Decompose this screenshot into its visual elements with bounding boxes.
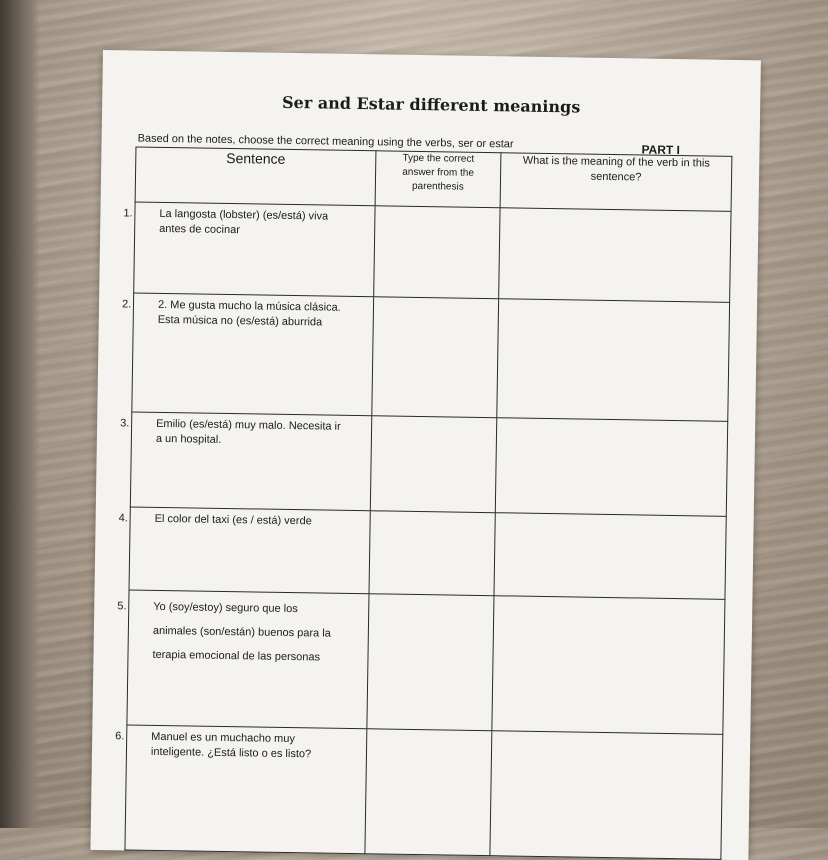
meaning-cell[interactable] <box>495 418 727 517</box>
sentence-line: Emilio (es/está) muy malo. Necesita ir <box>156 417 341 433</box>
meaning-cell[interactable] <box>494 513 726 600</box>
table-row <box>127 590 725 734</box>
sentence-cell <box>121 293 374 416</box>
table-row <box>125 725 723 859</box>
part-label: PART I <box>641 142 681 158</box>
sentence-cell <box>118 507 370 594</box>
answer-cell[interactable] <box>369 511 495 596</box>
sentence-line: animales (son/están) buenos para la <box>152 624 331 640</box>
sentence-line: La langosta (lobster) (es/está) viva <box>159 207 329 223</box>
row-number: 2. <box>121 298 132 311</box>
sentence-line: Esta música no (es/está) aburrida <box>157 313 323 329</box>
answer-cell[interactable] <box>372 297 499 418</box>
answer-cell[interactable] <box>370 416 496 513</box>
table-row <box>134 202 731 302</box>
table-row <box>132 293 730 421</box>
row-number: 6. <box>115 730 125 743</box>
header-meaning: What is the meaning of the verb in this sentence? <box>500 153 732 212</box>
table-row <box>130 412 727 516</box>
table-header-row <box>135 147 732 211</box>
background-shadow <box>0 0 40 828</box>
worksheet-table <box>115 147 732 860</box>
sentence-line: inteligente. ¿Está listo o es listo? <box>150 745 312 761</box>
row-number: 4. <box>118 512 128 525</box>
sentence-cell <box>123 202 375 297</box>
sentence-line: El color del taxi (es / está) verde <box>154 512 312 528</box>
header-answer: Type the correct answer from the parenthesis <box>375 151 501 208</box>
meaning-cell[interactable] <box>490 731 723 860</box>
sentence-line: Manuel es un muchacho muy <box>151 730 295 746</box>
worksheet-paper <box>90 50 760 860</box>
sentence-cell <box>120 412 371 511</box>
row-number: 1. <box>123 207 133 220</box>
sentence-cell <box>115 725 367 854</box>
meaning-cell[interactable] <box>497 299 730 422</box>
row-number: 5. <box>117 600 127 613</box>
sentence-line: antes de cocinar <box>159 222 240 237</box>
answer-cell[interactable] <box>365 729 492 856</box>
meaning-cell[interactable] <box>499 208 731 303</box>
sentence-line: terapia emocional de las personas <box>152 648 321 664</box>
answer-cell[interactable] <box>374 206 500 299</box>
row-number: 3. <box>120 417 130 430</box>
meaning-cell[interactable] <box>492 596 725 735</box>
header-sentence: Sentence <box>135 147 376 206</box>
table-row <box>129 507 726 599</box>
instructions-text: Based on the notes, choose the correct meaning using the verbs, ser or estar <box>137 132 514 151</box>
answer-cell[interactable] <box>367 594 494 731</box>
sentence-line: Yo (soy/estoy) seguro que los <box>153 600 298 616</box>
sentence-line: a un hospital. <box>155 432 222 446</box>
worksheet-title: Ser and Estar different meanings <box>281 92 581 117</box>
sentence-cell <box>117 590 369 729</box>
sentence-line: 2. Me gusta mucho la música clásica. <box>157 298 341 314</box>
